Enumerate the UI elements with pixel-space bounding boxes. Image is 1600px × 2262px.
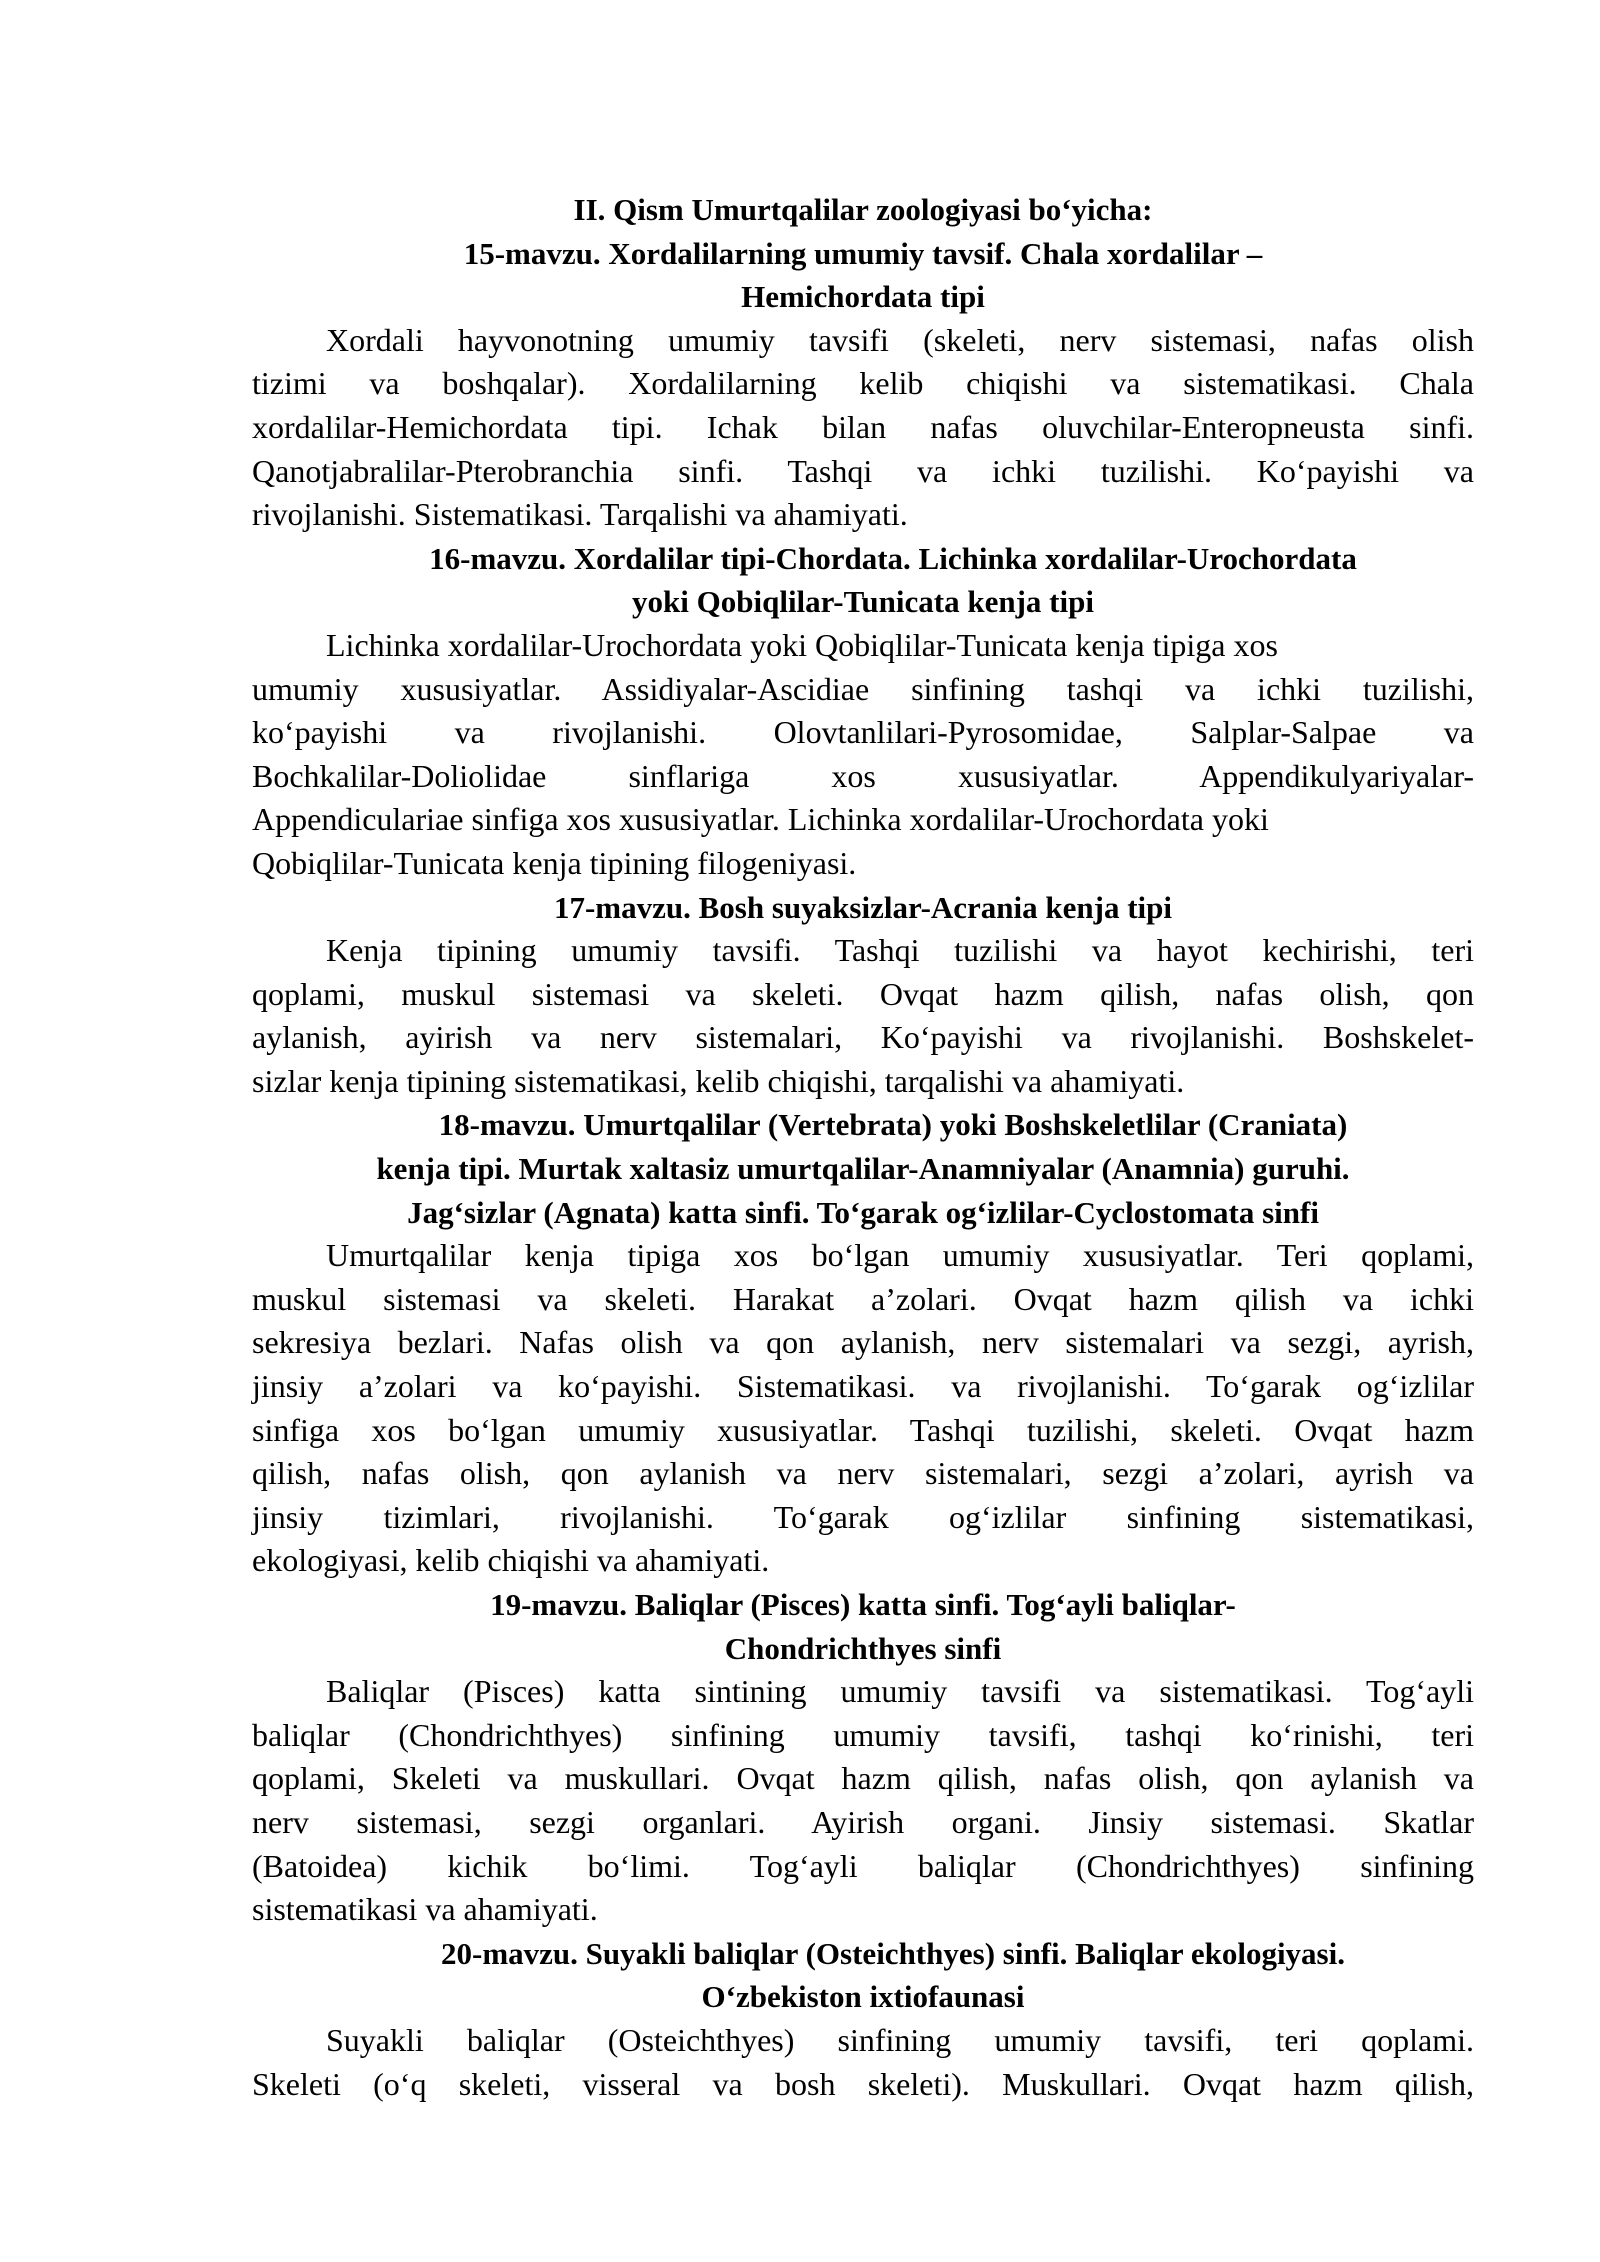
body-line: sinfiga xos bo‘lgan umumiy xususiyatlar. Tashqi tuzilishi, skeleti. Ovqat hazm bbox=[252, 1411, 1474, 1448]
body-line: (Batoidea) kichik bo‘limi. Tog‘ayli baliqlar (Chondrichthyes) sinfining bbox=[252, 1847, 1474, 1884]
heading-line: Chondrichthyes sinfi bbox=[724, 1630, 1002, 1666]
body-line: aylanish, ayirish va nerv sistemalari, Ko‘payishi va rivojlanishi. Boshskelet- bbox=[252, 1019, 1474, 1056]
section-heading bbox=[252, 1932, 1474, 2019]
body-line: jinsiy a’zolari va ko‘payishi. Sistematikasi. va rivojlanishi. To‘garak og‘izlilar bbox=[252, 1368, 1474, 1405]
section-heading bbox=[252, 886, 1474, 930]
part-title bbox=[252, 188, 1474, 232]
heading-line: 19-mavzu. Baliqlar (Pisces) katta sinfi. Tog‘ayli baliqlar- bbox=[490, 1587, 1236, 1622]
heading-line: 15-mavzu. Xordalilarning umumiy tavsif. Chala xordalilar – bbox=[463, 235, 1263, 271]
section-15 bbox=[252, 232, 1474, 537]
body-line: Lichinka xordalilar-Urochordata yoki Qobiqlilar-Tunicata kenja tipiga xos bbox=[326, 626, 1278, 663]
body-line: nerv sistemasi, sezgi organlari. Ayirish organi. Jinsiy sistemasi. Skatlar bbox=[252, 1803, 1474, 1840]
section-19 bbox=[252, 1583, 1474, 1932]
section-body bbox=[252, 319, 1474, 537]
part-title-line: II. Qism Umurtqalilar zoologiyasi bo‘yicha: bbox=[573, 192, 1153, 227]
body-line: Umurtqalilar kenja tipiga xos bo‘lgan umumiy xususiyatlar. Teri qoplami, bbox=[326, 1237, 1474, 1274]
section-heading bbox=[252, 537, 1474, 624]
section-16 bbox=[252, 537, 1474, 886]
body-line: xordalilar-Hemichordata tipi. Ichak bilan nafas oluvchilar-Enteropneusta sinfi. bbox=[252, 408, 1474, 445]
body-line: Bochkalilar-Doliolidae sinflariga xos xususiyatlar. Appendikulyariyalar- bbox=[252, 757, 1474, 794]
heading-line: Hemichordata tipi bbox=[741, 279, 985, 315]
body-line: qoplami, Skeleti va muskullari. Ovqat hazm qilish, nafas olish, qon aylanish va bbox=[252, 1760, 1474, 1797]
body-line: sizlar kenja tipining sistematikasi, kelib chiqishi, tarqalishi va ahamiyati. bbox=[252, 1062, 1185, 1099]
section-18 bbox=[252, 1103, 1474, 1583]
body-line: Appendiculariae sinfiga xos xususiyatlar. Lichinka xordalilar-Urochordata yoki bbox=[252, 801, 1269, 838]
section-heading bbox=[252, 232, 1474, 319]
body-line: Skeleti (o‘q skeleti, visseral va bosh skeleti). Muskullari. Ovqat hazm qilish, bbox=[252, 2065, 1474, 2102]
section-body bbox=[252, 1234, 1474, 1583]
heading-line: 20-mavzu. Suyakli baliqlar (Osteichthyes) sinfi. Baliqlar ekologiyasi. bbox=[441, 1935, 1345, 1971]
body-line: umumiy xususiyatlar. Assidiyalar-Ascidiae sinfining tashqi va ichki tuzilishi, bbox=[252, 670, 1474, 707]
section-heading bbox=[252, 1103, 1474, 1234]
heading-line: kenja tipi. Murtak xaltasiz umurtqalilar-Anamniyalar (Anamnia) guruhi. bbox=[376, 1151, 1350, 1187]
body-line: rivojlanishi. Sistematikasi. Tarqalishi va ahamiyati. bbox=[252, 496, 908, 533]
section-body bbox=[252, 929, 1474, 1103]
body-line: qoplami, muskul sistemasi va skeleti. Ovqat hazm qilish, nafas olish, qon bbox=[252, 975, 1474, 1012]
heading-line: O‘zbekiston ixtiofaunasi bbox=[701, 1979, 1025, 2015]
body-line: baliqlar (Chondrichthyes) sinfining umumiy tavsifi, tashqi ko‘rinishi, teri bbox=[252, 1716, 1474, 1753]
body-line: muskul sistemasi va skeleti. Harakat a’zolari. Ovqat hazm qilish va ichki bbox=[252, 1280, 1474, 1317]
body-line: sekresiya bezlari. Nafas olish va qon aylanish, nerv sistemalari va sezgi, ayrish, bbox=[252, 1324, 1474, 1361]
body-line: Qobiqlilar-Tunicata kenja tipining filogeniyasi. bbox=[252, 844, 857, 881]
body-line: sistematikasi va ahamiyati. bbox=[252, 1891, 598, 1928]
section-20 bbox=[252, 1932, 1474, 2106]
heading-line: Jag‘sizlar (Agnata) katta sinfi. To‘garak og‘izlilar-Cyclostomata sinfi bbox=[407, 1194, 1319, 1230]
heading-line: 17-mavzu. Bosh suyaksizlar-Acrania kenja tipi bbox=[553, 889, 1173, 925]
section-heading bbox=[252, 1583, 1474, 1670]
body-line: Xordali hayvonotning umumiy tavsifi (skeleti, nerv sistemasi, nafas olish bbox=[326, 321, 1474, 358]
section-body bbox=[252, 2019, 1474, 2106]
section-17 bbox=[252, 886, 1474, 1104]
heading-line: 18-mavzu. Umurtqalilar (Vertebrata) yoki Boshskeletlilar (Craniata) bbox=[438, 1107, 1348, 1143]
section-body bbox=[252, 624, 1474, 886]
section-body bbox=[252, 1670, 1474, 1932]
body-line: Suyakli baliqlar (Osteichthyes) sinfining umumiy tavsifi, teri qoplami. bbox=[326, 2021, 1474, 2058]
body-line: Qanotjabralilar-Pterobranchia sinfi. Tashqi va ichki tuzilishi. Ko‘payishi va bbox=[252, 452, 1474, 489]
body-line: tizimi va boshqalar). Xordalilarning kelib chiqishi va sistematikasi. Chala bbox=[252, 365, 1474, 402]
body-line: Baliqlar (Pisces) katta sintining umumiy tavsifi va sistematikasi. Tog‘ayli bbox=[326, 1673, 1474, 1710]
heading-line: yoki Qobiqlilar-Tunicata kenja tipi bbox=[632, 584, 1094, 620]
document-page bbox=[252, 188, 1474, 2106]
body-line: ekologiyasi, kelib chiqishi va ahamiyati. bbox=[252, 1542, 770, 1579]
body-line: ko‘payishi va rivojlanishi. Olovtanlilari-Pyrosomidae, Salplar-Salpae va bbox=[252, 714, 1474, 751]
heading-line: 16-mavzu. Xordalilar tipi-Chordata. Lichinka xordalilar-Urochordata bbox=[429, 540, 1357, 576]
body-line: qilish, nafas olish, qon aylanish va nerv sistemalari, sezgi a’zolari, ayrish va bbox=[252, 1455, 1474, 1492]
body-line: Kenja tipining umumiy tavsifi. Tashqi tuzilishi va hayot kechirishi, teri bbox=[326, 932, 1474, 969]
body-line: jinsiy tizimlari, rivojlanishi. To‘garak og‘izlilar sinfining sistematikasi, bbox=[252, 1498, 1474, 1535]
